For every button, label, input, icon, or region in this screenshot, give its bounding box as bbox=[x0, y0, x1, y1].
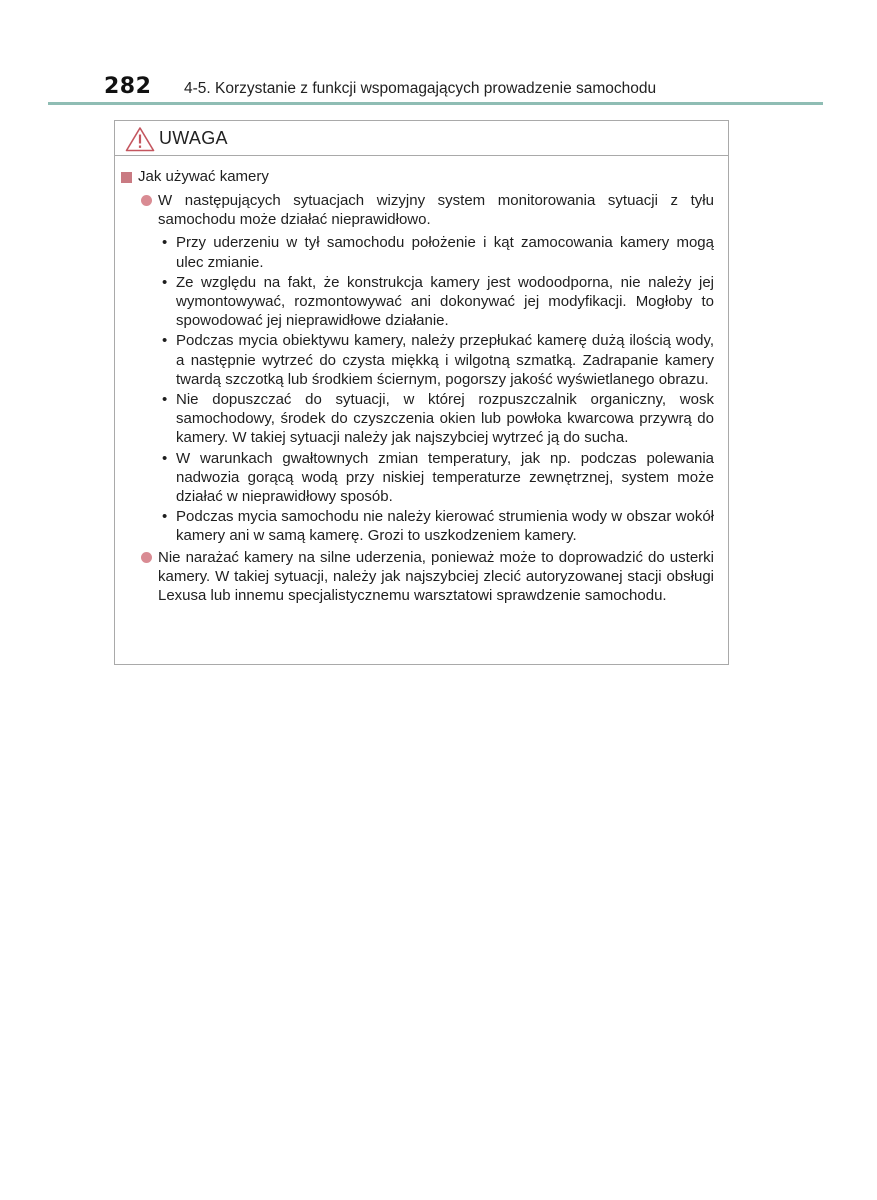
sub-list-item-text: Ze względu na fakt, że konstrukcja kamery jest wodoodporna, nie należy jej wymontowywać, rozmontowywać ani dokonywać jej modyfikacji. Mogłoby to spowodować jej nieprawidłowe działanie. bbox=[176, 273, 714, 330]
warning-header bbox=[115, 121, 728, 156]
list-item-text: W następujących sytuacjach wizyjny system monitorowania sytuacji z tyłu samochodu może działać nieprawidłowo. bbox=[158, 192, 714, 229]
section-heading bbox=[115, 167, 728, 187]
sub-list-item bbox=[115, 449, 728, 507]
page-header bbox=[104, 72, 824, 106]
sub-list-item bbox=[115, 390, 728, 448]
list-item bbox=[115, 191, 728, 229]
sub-list-item-text: Przy uderzeniu w tył samochodu położenie i kąt zamocowania kamery mogą ulec zmianie. bbox=[176, 234, 714, 271]
dot-bullet-icon: • bbox=[162, 273, 168, 291]
dot-bullet-icon: • bbox=[162, 332, 168, 350]
list-item-text: Nie narażać kamery na silne uderzenia, ponieważ może to doprowadzić do usterki kamery. W takiej sytuacji, należy jak najszybciej zlecić autoryzowanej stacji obsługi Lexusa lub innemu specjalistycznemu warsztatowi sprawdzenie samochodu. bbox=[158, 548, 714, 605]
list-item bbox=[115, 548, 728, 606]
sub-list-item bbox=[115, 507, 728, 545]
sub-list-item-text: W warunkach gwałtownych zmian temperatury, jak np. podczas polewania nadwozia gorącą wodą przy niskiej temperaturze zewnętrznej, system może działać w nieprawidłowy sposób. bbox=[176, 449, 714, 506]
section-title: 4-5. Korzystanie z funkcji wspomagających prowadzenie samochodu bbox=[184, 80, 657, 97]
warning-box bbox=[114, 120, 729, 665]
sub-list-item-text: Podczas mycia obiektywu kamery, należy przepłukać kamerę dużą ilością wody, a następnie wytrzeć do czysta miękką i wilgotną szmatką. Zadrapanie kamery twardą szczotką lub środkiem ściernym, pogorszy jakość wyświetlanego obrazu. bbox=[176, 332, 714, 388]
warning-body bbox=[115, 167, 728, 608]
section-heading-text: Jak używać kamery bbox=[138, 168, 269, 185]
warning-triangle-icon bbox=[125, 126, 155, 152]
sub-list-item-text: Nie dopuszczać do sytuacji, w której rozpuszczalnik organiczny, wosk samochodowy, środek do czyszczenia okien lub powłoka kwarcowa przywrą do kamery. W takiej sytuacji należy jak najszybciej wytrzeć ją do sucha. bbox=[176, 391, 714, 447]
dot-bullet-icon: • bbox=[162, 508, 168, 526]
sub-list-item-text: Podczas mycia samochodu nie należy kierować strumienia wody w obszar wokół kamery ani w samą kamerę. Grozi to uszkodzeniem kamery. bbox=[176, 508, 714, 545]
sub-list-item bbox=[115, 273, 728, 331]
page-number: 282 bbox=[104, 74, 152, 99]
circle-bullet-icon bbox=[141, 195, 152, 206]
sub-list bbox=[115, 233, 728, 545]
circle-bullet-icon bbox=[141, 552, 152, 563]
sub-list-item bbox=[115, 331, 728, 389]
dot-bullet-icon: • bbox=[162, 234, 168, 252]
header-divider bbox=[48, 102, 823, 105]
sub-list-item bbox=[115, 233, 728, 271]
dot-bullet-icon: • bbox=[162, 391, 168, 409]
warning-title: UWAGA bbox=[159, 128, 228, 148]
dot-bullet-icon: • bbox=[162, 449, 168, 467]
square-bullet-icon bbox=[121, 172, 132, 183]
